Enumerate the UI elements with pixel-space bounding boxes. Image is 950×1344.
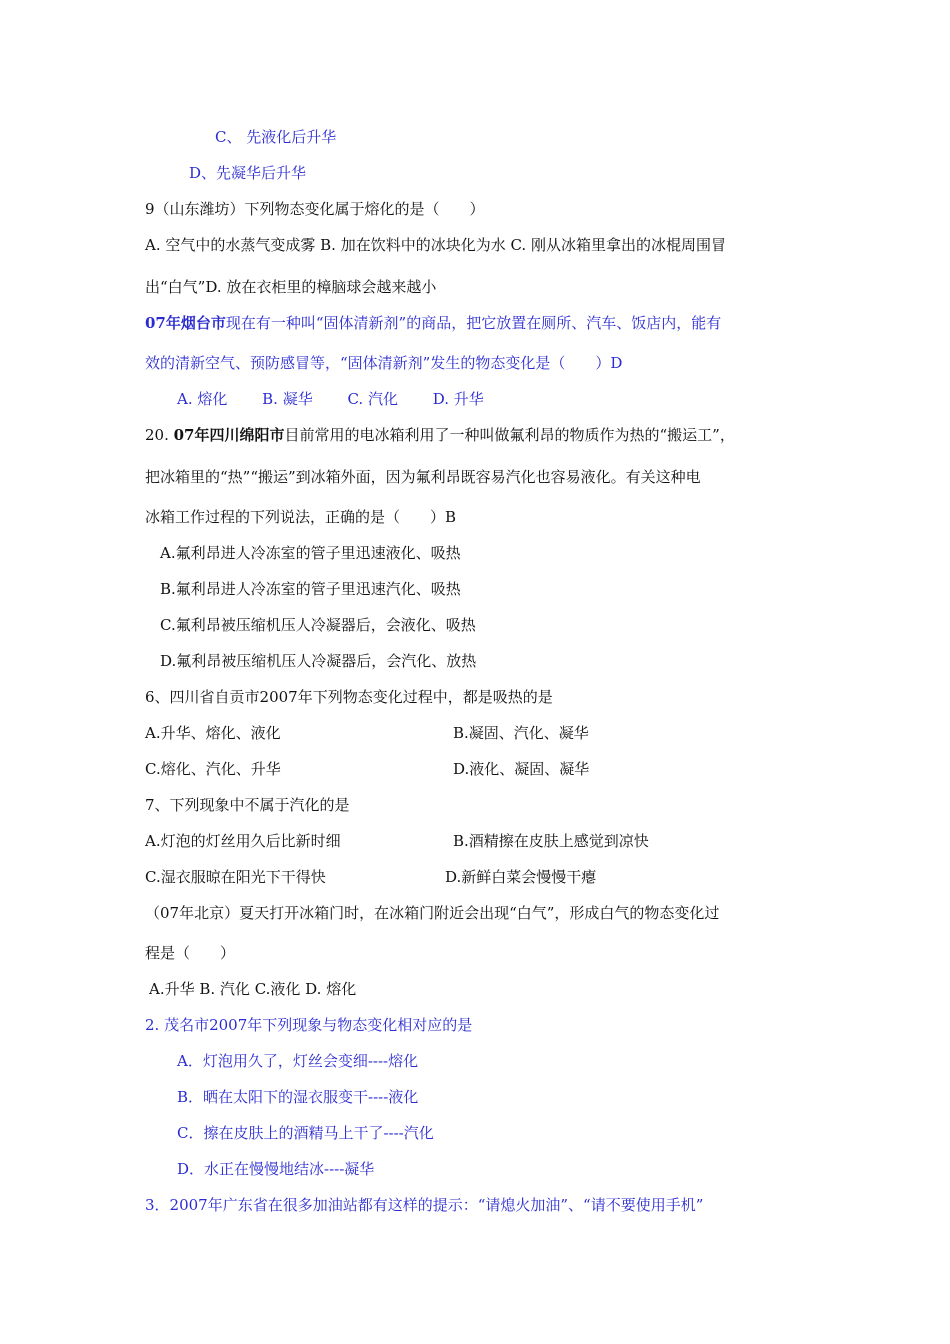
q8-option-c: C、 先液化后升华 bbox=[215, 128, 337, 146]
q20-option-d: D.氟利昂被压缩机压人冷凝器后，会汽化、放热 bbox=[160, 652, 477, 670]
q20-stem-line2: 把冰箱里的“热”“搬运”到冰箱外面，因为氟利昂既容易汽化也容易液化。有关这种电 bbox=[145, 468, 701, 486]
q2-stem: 2. 茂名市2007年下列现象与物态变化相对应的是 bbox=[145, 1016, 473, 1034]
q6-option-a: A.升华、熔化、液化 bbox=[145, 724, 281, 742]
q20-option-a: A.氟利昂进人冷冻室的管子里迅速液化、吸热 bbox=[160, 544, 461, 562]
q20-option-b: B.氟利昂进人冷冻室的管子里迅速汽化、吸热 bbox=[160, 580, 461, 598]
q6-option-c: C.熔化、汽化、升华 bbox=[145, 760, 281, 778]
q20-stem-line3: 冰箱工作过程的下列说法，正确的是（ ）B bbox=[145, 508, 457, 526]
q7-stem: 7、下列现象中不属于汽化的是 bbox=[145, 796, 350, 814]
q9-options-line2: 出“白气”D. 放在衣柜里的樟脑球会越来越小 bbox=[145, 278, 437, 296]
q2-option-a: A．灯泡用久了，灯丝会变细----熔化 bbox=[177, 1052, 419, 1070]
q20-option-c: C.氟利昂被压缩机压人冷凝器后，会液化、吸热 bbox=[160, 616, 476, 634]
q7-option-d: D.新鲜白菜会慢慢干瘪 bbox=[445, 868, 597, 886]
q9-stem: 9（山东潍坊）下列物态变化属于熔化的是（ ） bbox=[145, 200, 485, 218]
q6-option-d: D.液化、凝固、凝华 bbox=[453, 760, 590, 778]
q7-option-a: A.灯泡的灯丝用久后比新时细 bbox=[145, 832, 341, 850]
q2-option-d: D．水正在慢慢地结冰----凝华 bbox=[177, 1160, 375, 1178]
q3-stem: 3．2007年广东省在很多加油站都有这样的提示：“请熄火加油”、“请不要使用手机” bbox=[145, 1196, 704, 1214]
q-yantai-stem-line2: 效的清新空气、预防感冒等，“固体清新剂”发生的物态变化是（ ）D bbox=[145, 354, 623, 372]
q6-option-b: B.凝固、汽化、凝华 bbox=[453, 724, 589, 742]
q-yantai-source: 07年烟台市 bbox=[145, 314, 226, 332]
q7-option-c: C.湿衣服晾在阳光下干得快 bbox=[145, 868, 326, 886]
q-yantai-line1 bbox=[145, 313, 721, 333]
q7-option-b: B.酒精擦在皮肤上感觉到凉快 bbox=[453, 832, 649, 850]
q2-option-b: B．晒在太阳下的湿衣服变干----液化 bbox=[177, 1088, 419, 1106]
q9-options-line1: A. 空气中的水蒸气变成雾 B. 加在饮料中的冰块化为水 C. 刚从冰箱里拿出的冰棍周围冒 bbox=[145, 236, 726, 254]
q-beijing-stem-line1: （07年北京）夏天打开冰箱门时，在冰箱门附近会出现“白气”，形成白气的物态变化过 bbox=[145, 904, 720, 922]
q20-stem-line1: 目前常用的电冰箱利用了一种叫做氟利昂的物质作为热的“搬运工”， bbox=[284, 426, 735, 444]
q-yantai-stem-line1: 现在有一种叫“固体清新剂”的商品，把它放置在厕所、汽车、饭店内，能有 bbox=[225, 314, 722, 332]
q-beijing-options: A.升华 B. 汽化 C.液化 D. 熔化 bbox=[149, 980, 357, 998]
q-beijing-stem-line2: 程是（ ） bbox=[145, 944, 236, 962]
q-yantai-options: A. 熔化 B. 凝华 C. 汽化 D. 升华 bbox=[177, 390, 484, 408]
q6-stem: 6、四川省自贡市2007年下列物态变化过程中，都是吸热的是 bbox=[145, 688, 553, 706]
q20-number: 20. bbox=[145, 426, 174, 444]
q8-option-d: D、先凝华后升华 bbox=[189, 164, 307, 182]
q20-line1 bbox=[145, 425, 735, 445]
q20-source: 07年四川绵阳市 bbox=[173, 426, 285, 444]
q2-option-c: C．擦在皮肤上的酒精马上干了----汽化 bbox=[177, 1124, 434, 1142]
